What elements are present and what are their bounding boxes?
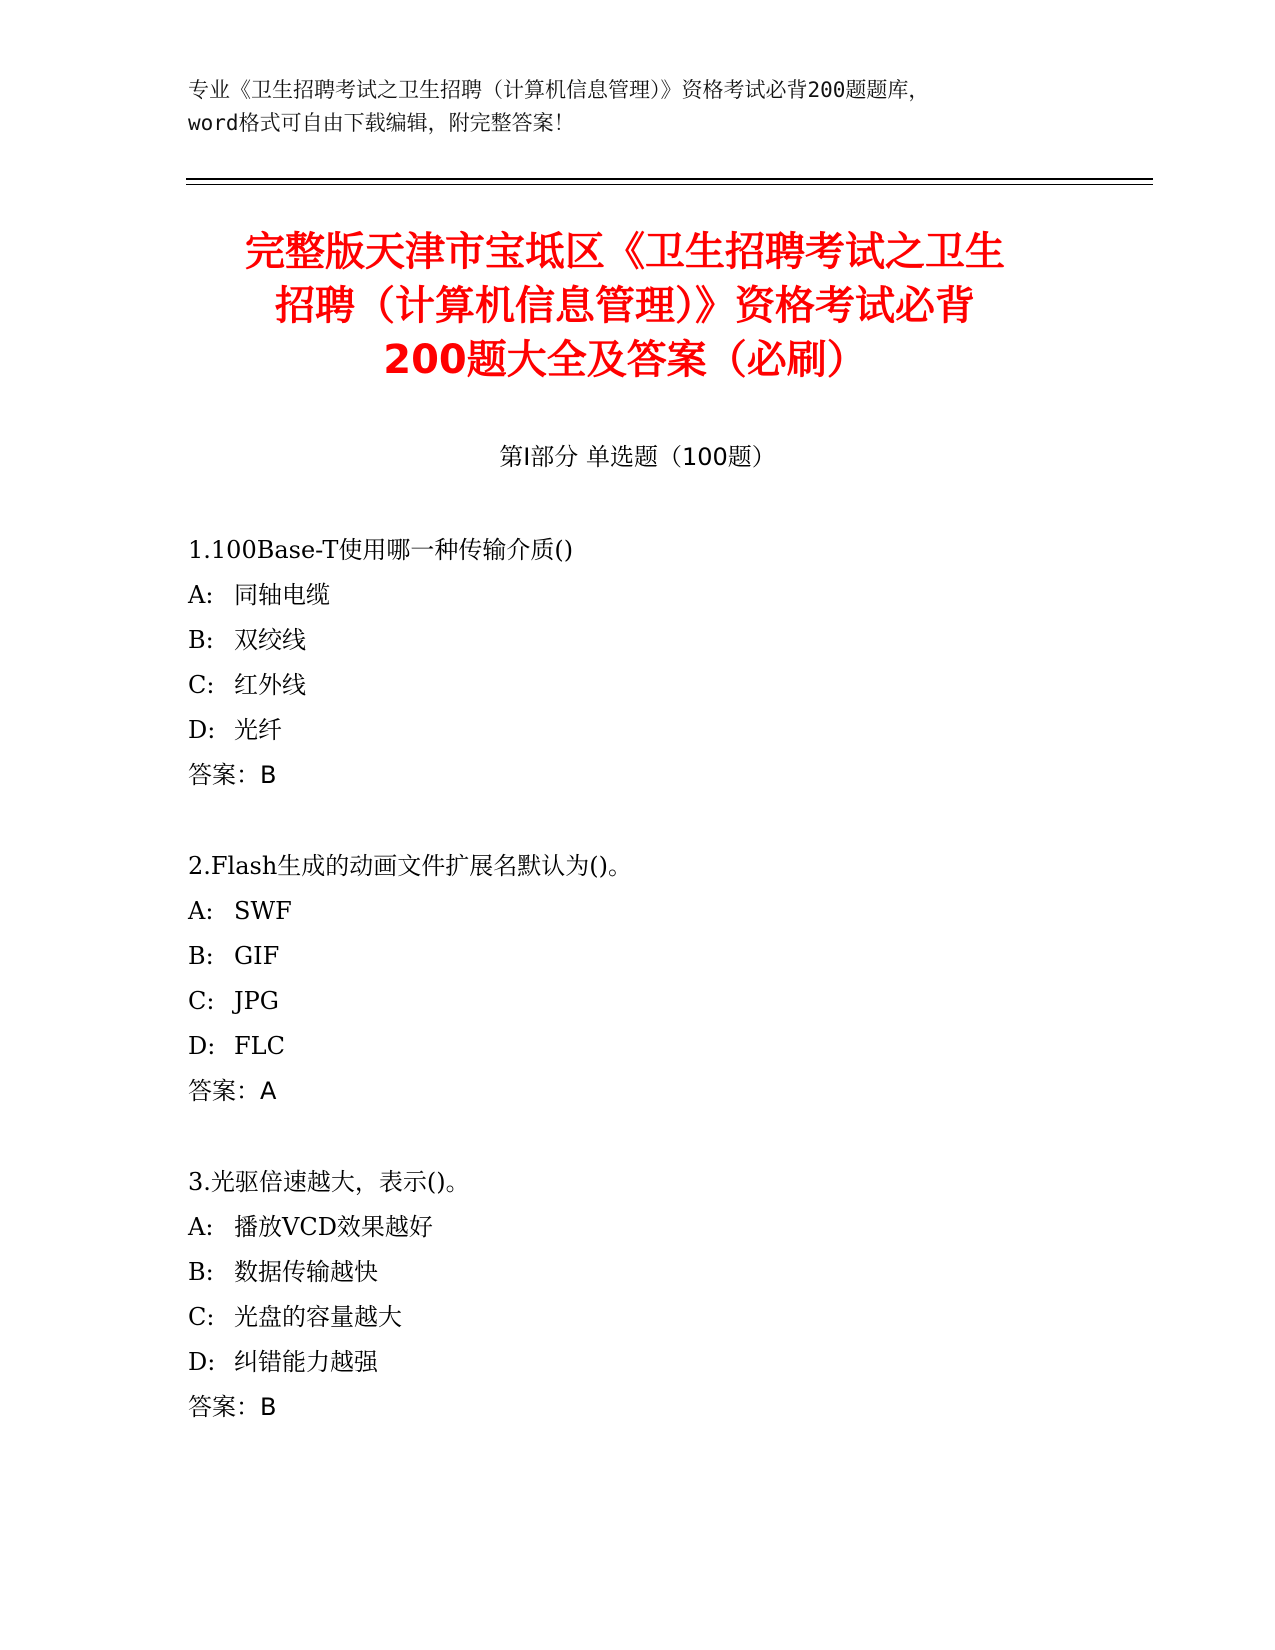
question-item [188, 1160, 1148, 1430]
option-letter: D: [188, 1348, 216, 1376]
option-c [188, 1295, 1148, 1340]
option-letter: D: [188, 716, 216, 744]
option-text: 数据传输越快 [234, 1258, 378, 1286]
answer-line: 答案：B [188, 761, 277, 789]
option-text: 双绞线 [234, 626, 306, 654]
option-text: 光纤 [234, 716, 282, 744]
option-letter: A: [188, 581, 214, 609]
option-c [188, 663, 1148, 708]
question-stem: 3.光驱倍速越大，表示()。 [188, 1168, 470, 1196]
option-text: 纠错能力越强 [234, 1348, 378, 1376]
question-list [188, 528, 1148, 1476]
option-text: 播放VCD效果越好 [234, 1213, 433, 1241]
header-note-line-2: word格式可自由下载编辑，附完整答案！ [188, 111, 575, 135]
option-c [188, 979, 1148, 1024]
option-text: 光盘的容量越大 [234, 1303, 402, 1331]
option-letter: A: [188, 897, 214, 925]
header-divider-thin [186, 184, 1153, 185]
option-text: SWF [234, 897, 292, 925]
option-letter: B: [188, 942, 214, 970]
document-title-line-2: 招聘（计算机信息管理）》资格考试必背 [275, 283, 975, 329]
option-d [188, 708, 1148, 753]
header-note-line-1: 专业《卫生招聘考试之卫生招聘（计算机信息管理）》资格考试必背200题题库， [188, 78, 930, 102]
option-b [188, 934, 1148, 979]
option-b [188, 618, 1148, 663]
option-text: 同轴电缆 [234, 581, 330, 609]
option-letter: D: [188, 1032, 216, 1060]
question-stem: 2.Flash生成的动画文件扩展名默认为()。 [188, 852, 633, 880]
document-title [160, 225, 1090, 387]
option-letter: C: [188, 1303, 215, 1331]
option-a [188, 573, 1148, 618]
document-header-note [188, 74, 1088, 140]
header-divider-thick [186, 178, 1153, 180]
question-item [188, 528, 1148, 798]
document-title-line-3: 200题大全及答案（必刷） [383, 337, 867, 383]
option-letter: C: [188, 987, 215, 1015]
question-item [188, 844, 1148, 1114]
section-heading: 第I部分 单选题（100题） [499, 443, 776, 471]
option-letter: B: [188, 1258, 214, 1286]
option-text: GIF [234, 942, 280, 970]
option-letter: C: [188, 671, 215, 699]
document-title-line-1: 完整版天津市宝坻区《卫生招聘考试之卫生 [245, 229, 1005, 275]
option-b [188, 1250, 1148, 1295]
option-letter: B: [188, 626, 214, 654]
answer-line: 答案：B [188, 1393, 277, 1421]
option-text: JPG [234, 987, 279, 1015]
option-a [188, 1205, 1148, 1250]
option-d [188, 1024, 1148, 1069]
option-text: FLC [234, 1032, 285, 1060]
question-stem: 1.100Base-T使用哪一种传输介质() [188, 536, 574, 564]
option-a [188, 889, 1148, 934]
option-d [188, 1340, 1148, 1385]
option-letter: A: [188, 1213, 214, 1241]
option-text: 红外线 [234, 671, 306, 699]
answer-line: 答案：A [188, 1077, 277, 1105]
